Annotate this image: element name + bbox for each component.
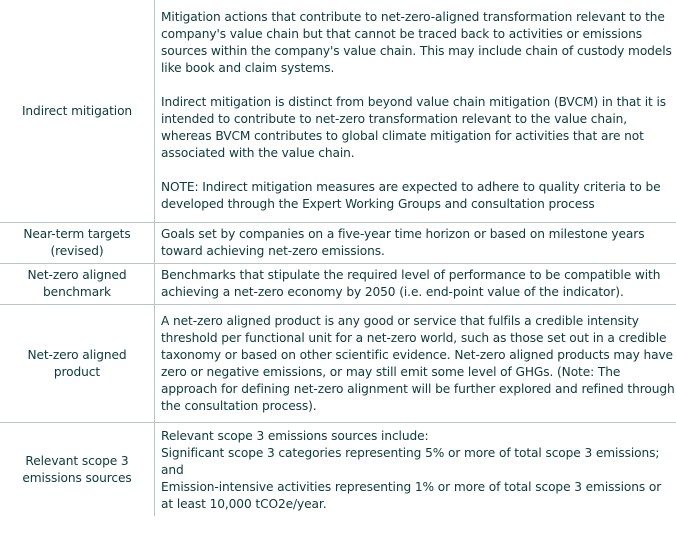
definition-paragraph: Benchmarks that stipulate the required level of performance to be compatible with achieving a net-zero economy by 2050 (i.e. end-point value of the indicator). (161, 268, 661, 299)
definition-net-zero-aligned-benchmark (155, 264, 676, 305)
definition-relevant-scope-3-emissions-sources (155, 423, 676, 517)
definition-line: Relevant scope 3 emissions sources include: (161, 429, 429, 443)
definition-paragraph: Goals set by companies on a five-year time horizon or based on milestone years toward achieving net-zero emissions. (161, 227, 645, 258)
table-row (0, 305, 676, 423)
table-row (0, 423, 676, 517)
table-row (0, 223, 676, 264)
definition-paragraph: Mitigation actions that contribute to net-zero-aligned transformation relevant to the company's value chain but that cannot be traced back to activities or emissions sources within the company's value chain. This may include chain of custody models like book and claim systems. (161, 10, 672, 75)
term-indirect-mitigation: Indirect mitigation (0, 0, 155, 223)
term-net-zero-aligned-benchmark: Net-zero aligned benchmark (0, 264, 155, 305)
definition-paragraph: NOTE: Indirect mitigation measures are expected to adhere to quality criteria to be developed through the Expert Working Groups and consultation process (161, 180, 661, 211)
definition-net-zero-aligned-product (155, 305, 676, 423)
table-row (0, 264, 676, 305)
term-relevant-scope-3-emissions-sources: Relevant scope 3 emissions sources (0, 423, 155, 517)
definition-near-term-targets (155, 223, 676, 264)
definition-line: Significant scope 3 categories representing 5% or more of total scope 3 emissions; and (161, 446, 660, 477)
definition-indirect-mitigation (155, 0, 676, 223)
term-net-zero-aligned-product: Net-zero aligned product (0, 305, 155, 423)
definition-paragraph: Indirect mitigation is distinct from beyond value chain mitigation (BVCM) in that it is intended to contribute to net-zero transformation relevant to the value chain, whereas BVCM contributes to global climate mitigation for activities that are not associated with the value chain. (161, 95, 666, 160)
definition-paragraph: A net-zero aligned product is any good or service that fulfils a credible intensity threshold per functional unit for a net-zero world, such as those set out in a credible taxonomy or based on other scientific evidence. Net-zero aligned products may have zero or negative emissions, or may still emit some level of GHGs. (Note: The approach for defining net-zero alignment will be further explored and refined through the consultation process). (161, 313, 675, 413)
table-row (0, 0, 676, 223)
term-near-term-targets: Near-term targets (revised) (0, 223, 155, 264)
definition-line: Emission-intensive activities representing 1% or more of total scope 3 emissions or at least 10,000 tCO2e/year. (161, 480, 662, 511)
